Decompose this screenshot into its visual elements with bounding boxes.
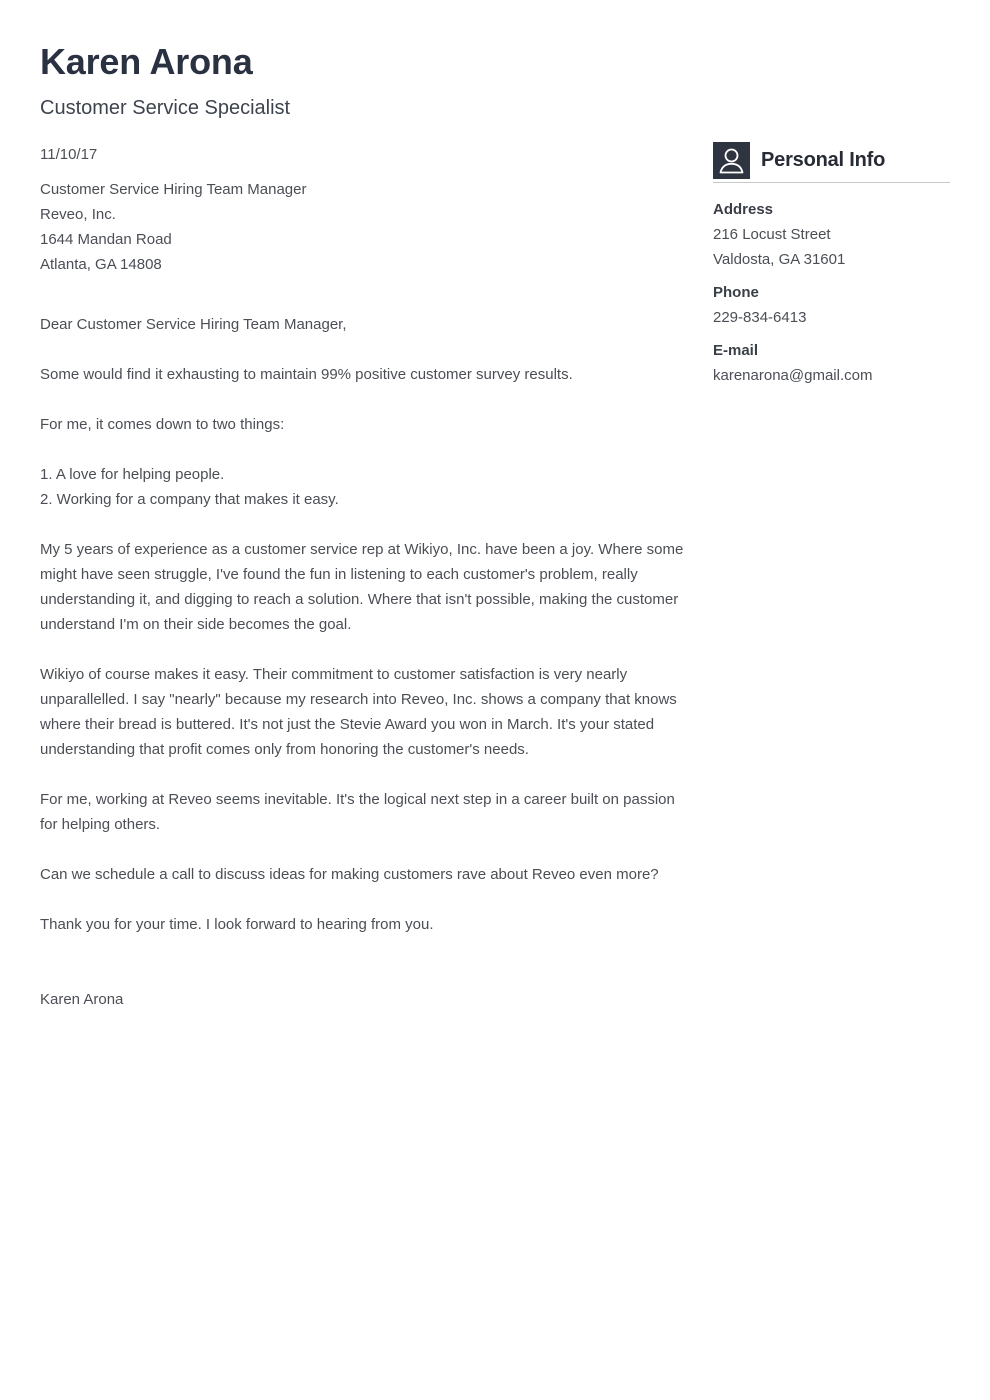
section-value: 229-834-6413 <box>713 309 807 326</box>
section-value: 216 Locust Street <box>713 226 831 243</box>
letter-date: 11/10/17 <box>40 146 98 163</box>
sidebar-divider <box>713 182 950 183</box>
letter-body <box>40 142 685 1037</box>
recipient-line: Customer Service Hiring Team Manager <box>40 181 307 198</box>
letter-paragraph: Wikiyo of course makes it easy. Their commitment to customer satisfaction is very nearly unparallelled. I say "nearly" because my research into Reveo, Inc. shows a company that knows where their bread is buttered. It's not just the Stevie Award you won in March. It's your stated understanding that profit comes only from honoring the customer's needs. <box>40 666 677 758</box>
letter-paragraph: Thank you for your time. I look forward to hearing from you. <box>40 916 434 933</box>
letter-paragraph: Some would find it exhausting to maintain 99% positive customer survey results. <box>40 366 573 383</box>
letter-header <box>40 40 950 120</box>
list-item: 2. Working for a company that makes it easy. <box>40 491 339 508</box>
letter-paragraph: For me, it comes down to two things: <box>40 416 285 433</box>
section-label: Phone <box>713 284 759 301</box>
personal-info-sidebar <box>713 142 950 1037</box>
personal-info-header <box>713 142 950 179</box>
letter-paragraph: Can we schedule a call to discuss ideas for making customers rave about Reveo even more? <box>40 866 659 883</box>
recipient-line: Reveo, Inc. <box>40 206 116 223</box>
recipient-line: 1644 Mandan Road <box>40 231 172 248</box>
section-value: Valdosta, GA 31601 <box>713 251 846 268</box>
section-label: Address <box>713 201 774 218</box>
content-row <box>40 142 950 1037</box>
signature: Karen Arona <box>40 991 124 1008</box>
recipient-line: Atlanta, GA 14808 <box>40 256 162 273</box>
personal-info-title: Personal Info <box>761 149 886 171</box>
applicant-name: Karen Arona <box>40 41 253 82</box>
section-value: karenarona@gmail.com <box>713 367 873 384</box>
letter-paragraph: For me, working at Reveo seems inevitable. It's the logical next step in a career built on passion for helping others. <box>40 791 675 833</box>
sidebar-section-address <box>713 197 950 272</box>
numbered-list <box>40 462 685 512</box>
applicant-job-title: Customer Service Specialist <box>40 97 291 119</box>
sidebar-section-email <box>713 338 950 388</box>
recipient-block <box>40 177 685 277</box>
sidebar-section-phone <box>713 280 950 330</box>
section-label: E-mail <box>713 342 759 359</box>
person-icon <box>713 142 750 179</box>
salutation: Dear Customer Service Hiring Team Manager, <box>40 316 347 333</box>
list-item: 1. A love for helping people. <box>40 466 225 483</box>
letter-paragraph: My 5 years of experience as a customer service rep at Wikiyo, Inc. have been a joy. Where some might have seen struggle, I've found the fun in listening to each customer's problem, really understanding it, and digging to reach a solution. Where that isn't possible, making the customer understand I'm on their side becomes the goal. <box>40 541 684 633</box>
